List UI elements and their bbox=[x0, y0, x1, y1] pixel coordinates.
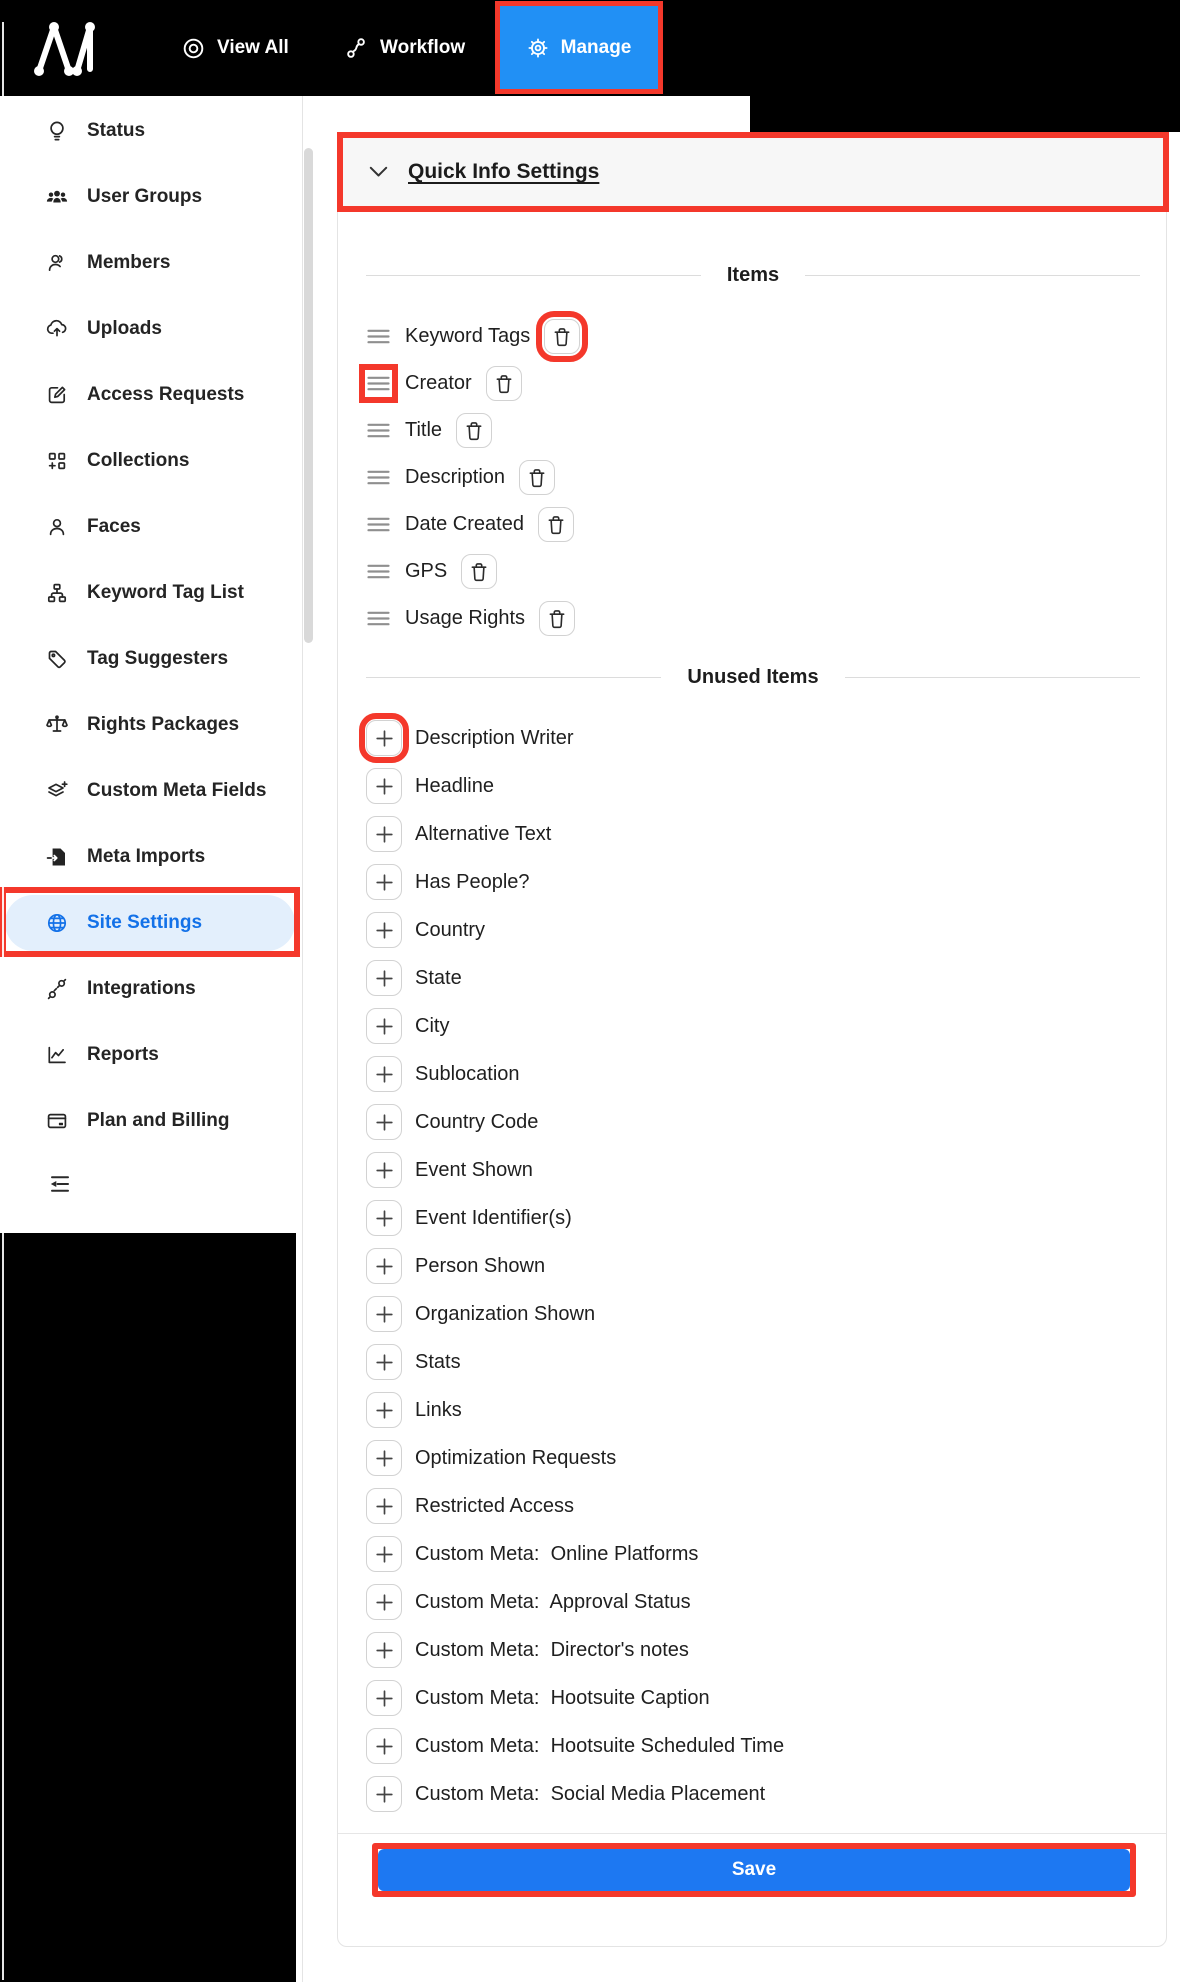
upload-cloud-icon bbox=[44, 317, 70, 341]
plus-icon bbox=[376, 1354, 393, 1371]
unused-item-row bbox=[366, 1098, 784, 1146]
plus-icon bbox=[376, 1258, 393, 1275]
remove-item-button[interactable] bbox=[519, 460, 555, 495]
add-item-button[interactable] bbox=[366, 1632, 402, 1668]
sidebar-item-user-groups[interactable] bbox=[0, 164, 300, 230]
unused-item-row bbox=[366, 1338, 784, 1386]
add-item-button[interactable] bbox=[366, 960, 402, 996]
sidebar-item-label: Site Settings bbox=[87, 912, 203, 933]
quick-info-item-row bbox=[366, 548, 580, 595]
sidebar-item-label: Access Requests bbox=[87, 384, 245, 405]
sidebar-item-label: Uploads bbox=[87, 318, 162, 339]
add-item-button[interactable] bbox=[366, 1584, 402, 1620]
drag-handle-icon[interactable] bbox=[366, 512, 391, 537]
collapse-icon bbox=[47, 1172, 73, 1196]
plus-icon bbox=[376, 1306, 393, 1323]
unused-item-row bbox=[366, 1434, 784, 1482]
unused-item-label: Custom Meta: Hootsuite Scheduled Time bbox=[415, 1734, 785, 1757]
save-separator-line bbox=[338, 1833, 1166, 1834]
unused-item-label: Restricted Access bbox=[415, 1494, 574, 1517]
layers-plus-icon bbox=[44, 779, 70, 803]
plus-icon bbox=[376, 778, 393, 795]
unused-items-list bbox=[366, 714, 784, 1818]
plus-icon bbox=[376, 1162, 393, 1179]
person-icon bbox=[44, 515, 70, 539]
sidebar-item-label: Meta Imports bbox=[87, 846, 206, 867]
unused-item-row bbox=[366, 714, 784, 762]
credit-card-icon bbox=[44, 1109, 70, 1133]
quick-info-item-row bbox=[366, 454, 580, 501]
hierarchy-icon bbox=[44, 581, 70, 605]
nav-view-all[interactable] bbox=[182, 0, 289, 96]
items-section-divider bbox=[366, 261, 1140, 289]
sidebar-item-integrations[interactable] bbox=[0, 956, 300, 1022]
drag-handle-icon[interactable] bbox=[366, 559, 391, 584]
remove-item-button[interactable] bbox=[538, 507, 574, 542]
unused-item-row bbox=[366, 906, 784, 954]
plus-icon bbox=[376, 1114, 393, 1131]
sidebar-item-label: Collections bbox=[87, 450, 190, 471]
trash-icon bbox=[528, 468, 546, 488]
unused-item-row bbox=[366, 858, 784, 906]
unused-item-label: Custom Meta: Hootsuite Caption bbox=[415, 1686, 710, 1709]
unused-item-row bbox=[366, 1386, 784, 1434]
globe-icon bbox=[44, 911, 70, 935]
unused-item-label: Alternative Text bbox=[415, 822, 552, 845]
scales-icon bbox=[44, 713, 70, 737]
sidebar-item-label: Custom Meta Fields bbox=[87, 780, 267, 801]
plus-icon bbox=[376, 1402, 393, 1419]
sidebar-item-status[interactable] bbox=[0, 98, 300, 164]
edit-square-icon bbox=[44, 383, 70, 407]
sidebar-item-label: Rights Packages bbox=[87, 714, 240, 735]
plus-icon bbox=[376, 730, 393, 747]
drag-handle-icon[interactable] bbox=[366, 371, 391, 396]
sidebar-item-tag-suggesters[interactable] bbox=[0, 626, 300, 692]
unused-item-label: Links bbox=[415, 1398, 462, 1421]
top-nav-bar bbox=[0, 0, 1180, 96]
quick-info-settings-title: Quick Info Settings bbox=[408, 160, 600, 183]
unused-item-label: Event Shown bbox=[415, 1158, 533, 1181]
quick-info-item-row bbox=[366, 360, 580, 407]
member-icon bbox=[44, 251, 70, 275]
background-black-bottom bbox=[0, 1233, 296, 1982]
drag-handle-icon[interactable] bbox=[366, 465, 391, 490]
trash-icon bbox=[553, 327, 571, 347]
drag-handle-icon[interactable] bbox=[366, 418, 391, 443]
nav-workflow[interactable] bbox=[345, 0, 465, 96]
unused-item-row bbox=[366, 810, 784, 858]
unused-item-row bbox=[366, 1530, 784, 1578]
quick-info-item-row bbox=[366, 407, 580, 454]
quick-info-item-row bbox=[366, 501, 580, 548]
unused-item-row bbox=[366, 1242, 784, 1290]
sidebar-item-rights-packages[interactable] bbox=[0, 692, 300, 758]
unused-item-label: Organization Shown bbox=[415, 1302, 596, 1325]
add-item-button[interactable] bbox=[366, 816, 402, 852]
plus-icon bbox=[376, 1066, 393, 1083]
plus-icon bbox=[376, 1018, 393, 1035]
quick-info-item-label: Title bbox=[405, 419, 443, 441]
unused-items-section-title: Unused Items bbox=[687, 665, 819, 688]
lightbulb-icon bbox=[44, 119, 70, 143]
sidebar-item-label: Plan and Billing bbox=[87, 1110, 230, 1131]
nav-manage[interactable] bbox=[495, 1, 663, 94]
trash-icon bbox=[465, 421, 483, 441]
tag-icon bbox=[44, 647, 70, 671]
remove-item-button[interactable] bbox=[456, 413, 492, 448]
save-button[interactable]: Save bbox=[378, 1849, 1130, 1891]
add-item-button[interactable] bbox=[366, 768, 402, 804]
unused-item-row bbox=[366, 762, 784, 810]
add-item-button[interactable] bbox=[366, 1200, 402, 1236]
unused-item-label: Custom Meta: Approval Status bbox=[415, 1590, 691, 1613]
sidebar-item-label: Reports bbox=[87, 1044, 159, 1065]
add-item-button[interactable] bbox=[366, 1344, 402, 1380]
quick-info-item-row bbox=[366, 595, 580, 642]
sidebar-item-plan-and-billing[interactable] bbox=[0, 1088, 300, 1154]
unused-item-row bbox=[366, 1290, 784, 1338]
add-item-button[interactable] bbox=[366, 1680, 402, 1716]
quick-info-item-row bbox=[366, 313, 580, 360]
remove-item-button[interactable] bbox=[461, 554, 497, 589]
items-section-title: Items bbox=[726, 263, 780, 286]
plus-icon bbox=[376, 922, 393, 939]
app-logo[interactable] bbox=[26, 9, 106, 87]
scrollbar-track bbox=[302, 96, 303, 1982]
chevron-down-icon bbox=[369, 166, 388, 178]
plus-icon bbox=[376, 874, 393, 891]
unused-item-label: State bbox=[415, 966, 462, 989]
plus-icon bbox=[376, 970, 393, 987]
sidebar-item-label: Faces bbox=[87, 516, 141, 537]
add-item-button[interactable] bbox=[366, 1776, 402, 1812]
quick-info-settings-header[interactable] bbox=[337, 132, 1169, 212]
unused-item-label: Description Writer bbox=[415, 726, 574, 749]
unused-item-row bbox=[366, 1002, 784, 1050]
add-item-button[interactable] bbox=[366, 720, 402, 756]
plus-icon bbox=[376, 1786, 393, 1803]
unused-item-row bbox=[366, 1722, 784, 1770]
trash-icon bbox=[547, 515, 565, 535]
sidebar-item-faces[interactable] bbox=[0, 494, 300, 560]
sidebar-item-label: Tag Suggesters bbox=[87, 648, 229, 669]
add-item-button[interactable] bbox=[366, 1152, 402, 1188]
plus-icon bbox=[376, 1546, 393, 1563]
unused-items-section-divider bbox=[366, 663, 1140, 691]
sidebar-item-custom-meta-fields[interactable] bbox=[0, 758, 300, 824]
sidebar-item-label: Members bbox=[87, 252, 171, 273]
nav-view-all-label: View All bbox=[217, 37, 289, 58]
sidebar bbox=[0, 96, 300, 1233]
unused-item-row bbox=[366, 1194, 784, 1242]
sidebar-item-meta-imports[interactable] bbox=[0, 824, 300, 890]
unused-item-label: Custom Meta: Online Platforms bbox=[415, 1542, 699, 1565]
add-item-button[interactable] bbox=[366, 1008, 402, 1044]
add-item-button[interactable] bbox=[366, 1392, 402, 1428]
plus-icon bbox=[376, 1450, 393, 1467]
sidebar-item-label: Keyword Tag List bbox=[87, 582, 244, 603]
nav-workflow-label: Workflow bbox=[380, 37, 466, 58]
workflow-icon bbox=[345, 37, 368, 60]
unused-item-label: Person Shown bbox=[415, 1254, 546, 1277]
unused-item-label: Optimization Requests bbox=[415, 1446, 617, 1469]
add-item-button[interactable] bbox=[366, 912, 402, 948]
sidebar-item-access-requests[interactable] bbox=[0, 362, 300, 428]
user-group-icon bbox=[44, 185, 70, 209]
plus-icon bbox=[376, 826, 393, 843]
sidebar-item-reports[interactable] bbox=[0, 1022, 300, 1088]
sidebar-item-label: Status bbox=[87, 120, 146, 141]
window-edge-line bbox=[2, 22, 4, 1980]
plus-icon bbox=[376, 1642, 393, 1659]
add-item-button[interactable] bbox=[366, 1728, 402, 1764]
unused-item-row bbox=[366, 1674, 784, 1722]
logo-icon bbox=[27, 11, 105, 85]
drag-handle-icon[interactable] bbox=[366, 606, 391, 631]
unused-item-label: Country bbox=[415, 918, 486, 941]
unused-item-row bbox=[366, 1626, 784, 1674]
sidebar-item-collections[interactable] bbox=[0, 428, 300, 494]
unused-item-label: Custom Meta: Social Media Placement bbox=[415, 1782, 766, 1805]
sidebar-item-members[interactable] bbox=[0, 230, 300, 296]
plus-icon bbox=[376, 1690, 393, 1707]
unused-item-label: Custom Meta: Director's notes bbox=[415, 1638, 689, 1661]
unused-item-label: Country Code bbox=[415, 1110, 539, 1133]
unused-item-row bbox=[366, 1050, 784, 1098]
unused-item-row bbox=[366, 1770, 784, 1818]
plug-icon bbox=[44, 977, 70, 1001]
unused-item-row bbox=[366, 1146, 784, 1194]
unused-item-label: Has People? bbox=[415, 870, 530, 893]
plus-icon bbox=[376, 1738, 393, 1755]
add-item-button[interactable] bbox=[366, 1056, 402, 1092]
quick-info-item-label: GPS bbox=[405, 560, 448, 582]
quick-info-item-label: Creator bbox=[405, 372, 472, 394]
drag-handle-icon[interactable] bbox=[366, 324, 391, 349]
unused-item-label: Headline bbox=[415, 774, 494, 797]
unused-item-row bbox=[366, 954, 784, 1002]
remove-item-button[interactable] bbox=[539, 601, 575, 636]
import-doc-icon bbox=[44, 845, 70, 869]
unused-item-label: Event Identifier(s) bbox=[415, 1206, 572, 1229]
remove-item-button[interactable] bbox=[486, 366, 522, 401]
quick-info-item-label: Keyword Tags bbox=[405, 325, 531, 347]
gear-icon bbox=[527, 37, 549, 59]
plus-icon bbox=[376, 1498, 393, 1515]
items-list bbox=[366, 313, 580, 642]
add-item-button[interactable] bbox=[366, 864, 402, 900]
quick-info-item-label: Description bbox=[405, 466, 506, 488]
add-item-button[interactable] bbox=[366, 1248, 402, 1284]
chart-icon bbox=[44, 1043, 70, 1067]
plus-icon bbox=[376, 1594, 393, 1611]
highlight-box-save bbox=[372, 1843, 1136, 1897]
add-item-button[interactable] bbox=[366, 1104, 402, 1140]
nav-manage-label: Manage bbox=[560, 36, 632, 58]
sidebar-collapse-button[interactable] bbox=[38, 1162, 82, 1206]
add-item-button[interactable] bbox=[366, 1488, 402, 1524]
unused-item-label: City bbox=[415, 1014, 450, 1037]
background-black-patch bbox=[750, 96, 1180, 132]
unused-item-label: Sublocation bbox=[415, 1062, 520, 1085]
add-item-button[interactable] bbox=[366, 1296, 402, 1332]
sidebar-item-label: Integrations bbox=[87, 978, 196, 999]
unused-item-label: Stats bbox=[415, 1350, 461, 1373]
remove-item-button[interactable] bbox=[544, 319, 580, 354]
unused-item-row bbox=[366, 1482, 784, 1530]
sidebar-item-uploads[interactable] bbox=[0, 296, 300, 362]
unused-item-row bbox=[366, 1578, 784, 1626]
add-item-button[interactable] bbox=[366, 1440, 402, 1476]
quick-info-item-label: Date Created bbox=[405, 513, 524, 535]
quick-info-item-label: Usage Rights bbox=[405, 607, 526, 629]
quick-info-settings-card bbox=[337, 132, 1167, 1947]
plus-icon bbox=[376, 1210, 393, 1227]
trash-icon bbox=[495, 374, 513, 394]
add-item-button[interactable] bbox=[366, 1536, 402, 1572]
eye-icon bbox=[182, 37, 205, 60]
trash-icon bbox=[470, 562, 488, 582]
sidebar-item-keyword-tag-list[interactable] bbox=[0, 560, 300, 626]
trash-icon bbox=[548, 609, 566, 629]
scrollbar-thumb[interactable] bbox=[304, 148, 313, 643]
sidebar-item-label: User Groups bbox=[87, 186, 203, 207]
sidebar-item-site-settings[interactable] bbox=[5, 895, 295, 951]
collections-grid-icon bbox=[44, 449, 70, 473]
